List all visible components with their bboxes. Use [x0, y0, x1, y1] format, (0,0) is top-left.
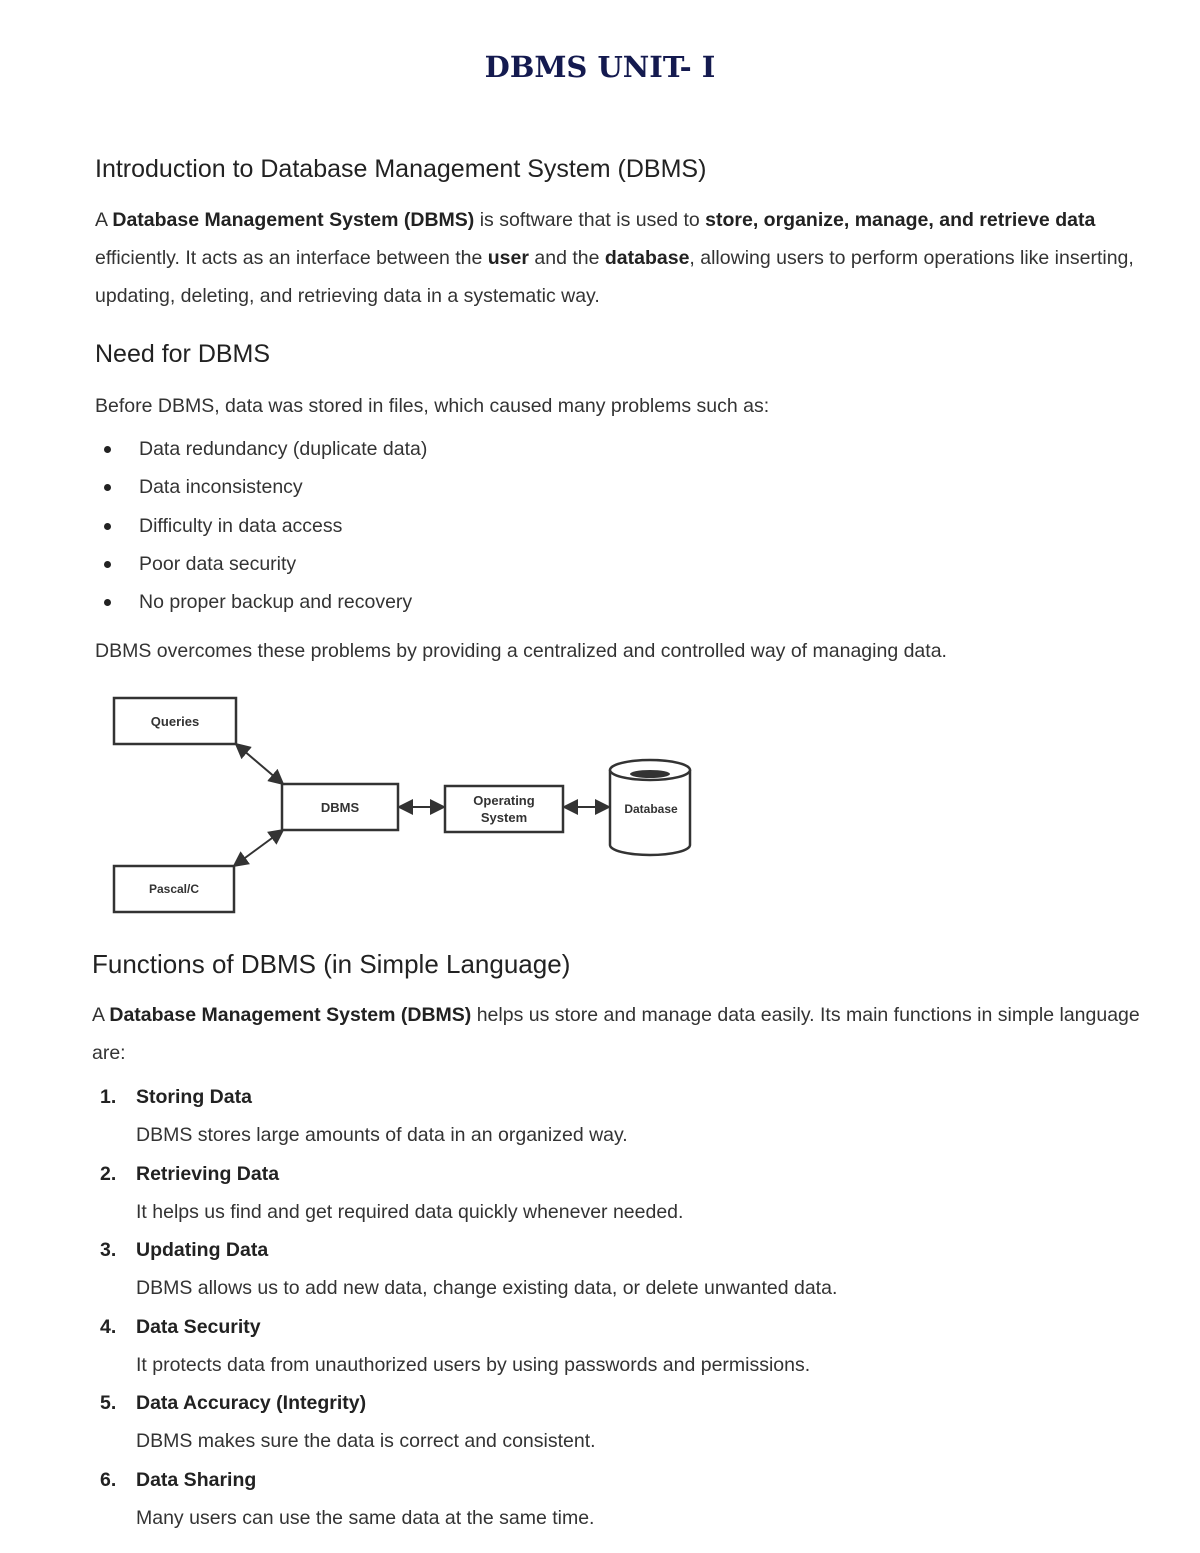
function-number: 3.: [100, 1239, 117, 1262]
function-description: It protects data from unauthorized users by using passwords and permissions.: [136, 1353, 811, 1376]
function-number: 2.: [100, 1162, 117, 1185]
os-label-line2: System: [480, 810, 528, 825]
queries-label: Queries: [150, 714, 200, 729]
function-number: 6.: [100, 1468, 117, 1491]
bullet-icon: [104, 599, 111, 606]
database-label: Database: [624, 802, 678, 816]
bullet-icon: [104, 484, 111, 491]
function-title: Storing Data: [136, 1086, 252, 1108]
intro-paragraph: A Database Management System (DBMS) is software that is used to store, organize, manage, and retrieve data efficiently. It acts as an interface between the user and the database, allowing users to perform operations like inserting, updating, deleting, and retrieving data in a systematic way.: [95, 209, 1134, 307]
functions-heading: Functions of DBMS (in Simple Language): [92, 949, 571, 979]
pascal-label: Pascal/C: [148, 882, 200, 896]
page-title: DBMS UNIT- I: [484, 50, 716, 84]
bullet-icon: [104, 446, 111, 453]
function-description: DBMS stores large amounts of data in an organized way.: [136, 1124, 628, 1146]
need-heading: Need for DBMS: [95, 340, 271, 368]
list-item: No proper backup and recovery: [95, 583, 427, 621]
os-label-line1: Operating: [473, 793, 535, 808]
list-item: Data inconsistency: [95, 468, 427, 506]
dbms-label: DBMS: [320, 800, 360, 815]
function-number: 5.: [100, 1392, 117, 1415]
function-title: Data Accuracy (Integrity): [136, 1392, 367, 1415]
function-description: DBMS allows us to add new data, change existing data, or delete unwanted data.: [136, 1277, 838, 1300]
function-title: Data Security: [136, 1315, 261, 1338]
function-number: 1.: [100, 1086, 117, 1108]
function-number: 4.: [100, 1315, 117, 1338]
need-intro: Before DBMS, data was stored in files, which caused many problems such as:: [95, 395, 770, 417]
problem-list: [95, 430, 427, 621]
bullet-icon: [104, 523, 111, 530]
dbms-diagram: [85, 680, 725, 920]
function-title: Retrieving Data: [136, 1162, 280, 1185]
bullet-icon: [104, 561, 111, 568]
function-description: Many users can use the same data at the same time.: [136, 1506, 595, 1529]
function-title: Updating Data: [136, 1239, 269, 1262]
function-title: Data Sharing: [136, 1468, 257, 1491]
list-item: Difficulty in data access: [95, 507, 427, 545]
list-item: Poor data security: [95, 545, 427, 583]
queries-dbms-arrow: [236, 744, 283, 784]
need-conclusion: DBMS overcomes these problems by providing a centralized and controlled way of managing data.: [95, 640, 947, 662]
function-description: It helps us find and get required data quickly whenever needed.: [136, 1200, 684, 1223]
list-item: Data redundancy (duplicate data): [95, 430, 427, 468]
function-description: DBMS makes sure the data is correct and consistent.: [136, 1430, 596, 1453]
functions-intro: A Database Management System (DBMS) helps us store and manage data easily. Its main functions in simple language are:: [92, 1004, 1140, 1064]
intro-heading: Introduction to Database Management System (DBMS): [95, 155, 707, 183]
pascal-dbms-arrow: [234, 830, 283, 866]
